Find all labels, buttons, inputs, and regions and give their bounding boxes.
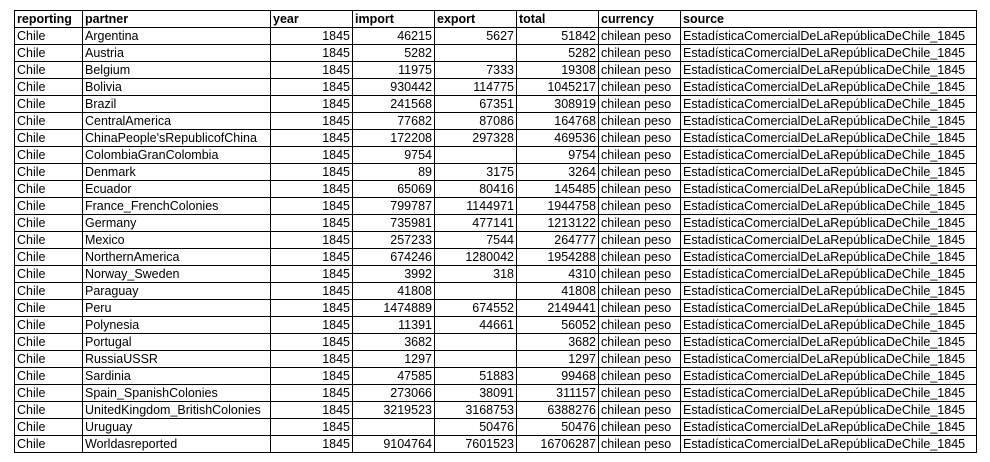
cell-currency[interactable]: chilean peso [599,436,681,453]
cell-reporting[interactable]: Chile [15,79,83,96]
cell-export[interactable]: 297328 [435,130,517,147]
cell-partner[interactable]: Peru [83,300,271,317]
cell-import[interactable]: 46215 [353,28,435,45]
cell-total[interactable]: 16706287 [517,436,599,453]
cell-partner[interactable]: Brazil [83,96,271,113]
cell-export[interactable]: 114775 [435,79,517,96]
cell-total[interactable]: 51842 [517,28,599,45]
cell-year[interactable]: 1845 [271,419,353,436]
cell-source[interactable]: EstadísticaComercialDeLaRepúblicaDeChile_1845 [681,96,977,113]
cell-reporting[interactable]: Chile [15,96,83,113]
cell-export[interactable]: 44661 [435,317,517,334]
cell-partner[interactable]: Sardinia [83,368,271,385]
cell-total[interactable]: 1297 [517,351,599,368]
cell-partner[interactable]: UnitedKingdom_BritishColonies [83,402,271,419]
cell-currency[interactable]: chilean peso [599,249,681,266]
cell-import[interactable]: 241568 [353,96,435,113]
cell-partner[interactable]: Portugal [83,334,271,351]
cell-reporting[interactable]: Chile [15,266,83,283]
table-row [15,198,977,215]
cell-source[interactable]: EstadísticaComercialDeLaRepúblicaDeChile_1845 [681,62,977,79]
cell-reporting[interactable]: Chile [15,45,83,62]
cell-import[interactable]: 930442 [353,79,435,96]
cell-total[interactable]: 308919 [517,96,599,113]
cell-total[interactable]: 41808 [517,283,599,300]
cell-partner[interactable]: France_FrenchColonies [83,198,271,215]
cell-reporting[interactable]: Chile [15,351,83,368]
cell-total[interactable]: 164768 [517,113,599,130]
table-row [15,130,977,147]
cell-year[interactable]: 1845 [271,215,353,232]
cell-currency[interactable]: chilean peso [599,198,681,215]
table-row [15,266,977,283]
table-body [15,28,977,453]
cell-export[interactable]: 477141 [435,215,517,232]
cell-currency[interactable]: chilean peso [599,215,681,232]
cell-currency[interactable]: chilean peso [599,28,681,45]
cell-year[interactable]: 1845 [271,130,353,147]
table-row [15,28,977,45]
cell-source[interactable]: EstadísticaComercialDeLaRepúblicaDeChile_1845 [681,249,977,266]
cell-year[interactable]: 1845 [271,266,353,283]
cell-partner[interactable]: Polynesia [83,317,271,334]
cell-import[interactable]: 1297 [353,351,435,368]
table-row [15,351,977,368]
header-cell-year[interactable]: year [271,11,353,28]
cell-export[interactable] [435,351,517,368]
cell-partner[interactable]: Spain_SpanishColonies [83,385,271,402]
table-row [15,45,977,62]
cell-export[interactable] [435,283,517,300]
cell-partner[interactable]: Mexico [83,232,271,249]
cell-currency[interactable]: chilean peso [599,96,681,113]
cell-year[interactable]: 1845 [271,436,353,453]
cell-source[interactable]: EstadísticaComercialDeLaRepúblicaDeChile_1845 [681,283,977,300]
cell-source[interactable]: EstadísticaComercialDeLaRepúblicaDeChile_1845 [681,334,977,351]
cell-source[interactable]: EstadísticaComercialDeLaRepúblicaDeChile_1845 [681,300,977,317]
cell-import[interactable]: 3219523 [353,402,435,419]
table-row [15,402,977,419]
cell-reporting[interactable]: Chile [15,62,83,79]
cell-year[interactable]: 1845 [271,147,353,164]
cell-import[interactable]: 273066 [353,385,435,402]
cell-year[interactable]: 1845 [271,402,353,419]
cell-import[interactable]: 735981 [353,215,435,232]
table-row [15,62,977,79]
cell-total[interactable]: 3264 [517,164,599,181]
cell-year[interactable]: 1845 [271,28,353,45]
cell-currency[interactable]: chilean peso [599,334,681,351]
cell-total[interactable]: 56052 [517,317,599,334]
cell-import[interactable]: 77682 [353,113,435,130]
table-row [15,419,977,436]
cell-partner[interactable]: Denmark [83,164,271,181]
trade-table [14,10,977,453]
table-row [15,164,977,181]
cell-currency[interactable]: chilean peso [599,300,681,317]
cell-source[interactable]: EstadísticaComercialDeLaRepúblicaDeChile_1845 [681,368,977,385]
cell-import[interactable]: 11975 [353,62,435,79]
cell-source[interactable]: EstadísticaComercialDeLaRepúblicaDeChile_1845 [681,113,977,130]
cell-export[interactable]: 7544 [435,232,517,249]
cell-total[interactable]: 1213122 [517,215,599,232]
cell-source[interactable]: EstadísticaComercialDeLaRepúblicaDeChile_1845 [681,351,977,368]
cell-year[interactable]: 1845 [271,300,353,317]
cell-partner[interactable]: RussiaUSSR [83,351,271,368]
header-cell-total[interactable]: total [517,11,599,28]
cell-source[interactable]: EstadísticaComercialDeLaRepúblicaDeChile_1845 [681,198,977,215]
cell-reporting[interactable]: Chile [15,300,83,317]
cell-total[interactable]: 5282 [517,45,599,62]
table-row [15,232,977,249]
table-row [15,181,977,198]
cell-year[interactable]: 1845 [271,334,353,351]
cell-currency[interactable]: chilean peso [599,351,681,368]
cell-currency[interactable]: chilean peso [599,147,681,164]
table-row [15,436,977,453]
cell-reporting[interactable]: Chile [15,368,83,385]
cell-import[interactable]: 172208 [353,130,435,147]
header-cell-reporting[interactable]: reporting [15,11,83,28]
cell-partner[interactable]: ChinaPeople'sRepublicofChina [83,130,271,147]
cell-total[interactable]: 264777 [517,232,599,249]
cell-export[interactable]: 1280042 [435,249,517,266]
cell-currency[interactable]: chilean peso [599,283,681,300]
table-row [15,147,977,164]
cell-partner[interactable]: CentralAmerica [83,113,271,130]
cell-total[interactable]: 6388276 [517,402,599,419]
cell-import[interactable]: 41808 [353,283,435,300]
table-row [15,385,977,402]
cell-reporting[interactable]: Chile [15,402,83,419]
cell-source[interactable]: EstadísticaComercialDeLaRepúblicaDeChile_1845 [681,130,977,147]
table-row [15,334,977,351]
cell-export[interactable]: 67351 [435,96,517,113]
cell-reporting[interactable]: Chile [15,28,83,45]
cell-total[interactable]: 145485 [517,181,599,198]
cell-import[interactable]: 47585 [353,368,435,385]
cell-year[interactable]: 1845 [271,232,353,249]
cell-export[interactable]: 80416 [435,181,517,198]
table-row [15,283,977,300]
cell-reporting[interactable]: Chile [15,419,83,436]
cell-currency[interactable]: chilean peso [599,181,681,198]
cell-reporting[interactable]: Chile [15,317,83,334]
cell-total[interactable]: 1954288 [517,249,599,266]
cell-currency[interactable]: chilean peso [599,266,681,283]
cell-export[interactable]: 51883 [435,368,517,385]
cell-import[interactable]: 5282 [353,45,435,62]
cell-reporting[interactable]: Chile [15,232,83,249]
cell-currency[interactable]: chilean peso [599,45,681,62]
cell-import[interactable]: 11391 [353,317,435,334]
cell-source[interactable]: EstadísticaComercialDeLaRepúblicaDeChile_1845 [681,28,977,45]
cell-export[interactable]: 318 [435,266,517,283]
cell-export[interactable] [435,334,517,351]
cell-partner[interactable]: Paraguay [83,283,271,300]
cell-export[interactable] [435,45,517,62]
cell-partner[interactable]: Belgium [83,62,271,79]
cell-year[interactable]: 1845 [271,96,353,113]
header-cell-currency[interactable]: currency [599,11,681,28]
cell-source[interactable]: EstadísticaComercialDeLaRepúblicaDeChile_1845 [681,232,977,249]
cell-currency[interactable]: chilean peso [599,164,681,181]
cell-import[interactable]: 1474889 [353,300,435,317]
cell-reporting[interactable]: Chile [15,283,83,300]
cell-export[interactable]: 5627 [435,28,517,45]
table-row [15,368,977,385]
cell-import[interactable]: 799787 [353,198,435,215]
cell-year[interactable]: 1845 [271,164,353,181]
cell-currency[interactable]: chilean peso [599,113,681,130]
cell-export[interactable]: 3168753 [435,402,517,419]
cell-source[interactable]: EstadísticaComercialDeLaRepúblicaDeChile_1845 [681,164,977,181]
header-cell-source[interactable]: source [681,11,977,28]
cell-total[interactable]: 2149441 [517,300,599,317]
cell-partner[interactable]: Bolivia [83,79,271,96]
cell-total[interactable]: 9754 [517,147,599,164]
cell-import[interactable]: 3682 [353,334,435,351]
cell-partner[interactable]: NorthernAmerica [83,249,271,266]
cell-import[interactable]: 65069 [353,181,435,198]
cell-reporting[interactable]: Chile [15,436,83,453]
table-row [15,215,977,232]
cell-import[interactable]: 89 [353,164,435,181]
cell-source[interactable]: EstadísticaComercialDeLaRepúblicaDeChile_1845 [681,147,977,164]
cell-year[interactable]: 1845 [271,385,353,402]
cell-currency[interactable]: chilean peso [599,402,681,419]
cell-currency[interactable]: chilean peso [599,385,681,402]
table-row [15,96,977,113]
cell-currency[interactable]: chilean peso [599,232,681,249]
cell-year[interactable]: 1845 [271,368,353,385]
cell-partner[interactable]: Austria [83,45,271,62]
cell-reporting[interactable]: Chile [15,249,83,266]
cell-source[interactable]: EstadísticaComercialDeLaRepúblicaDeChile_1845 [681,181,977,198]
cell-total[interactable]: 99468 [517,368,599,385]
cell-total[interactable]: 1944758 [517,198,599,215]
cell-import[interactable]: 674246 [353,249,435,266]
cell-import[interactable]: 3992 [353,266,435,283]
cell-reporting[interactable]: Chile [15,130,83,147]
header-cell-export[interactable]: export [435,11,517,28]
cell-partner[interactable]: Germany [83,215,271,232]
cell-export[interactable]: 3175 [435,164,517,181]
cell-partner[interactable]: Argentina [83,28,271,45]
cell-reporting[interactable]: Chile [15,215,83,232]
table-row [15,249,977,266]
cell-currency[interactable]: chilean peso [599,79,681,96]
cell-total[interactable]: 19308 [517,62,599,79]
cell-export[interactable]: 1144971 [435,198,517,215]
cell-export[interactable]: 38091 [435,385,517,402]
cell-year[interactable]: 1845 [271,351,353,368]
cell-reporting[interactable]: Chile [15,164,83,181]
table-row [15,317,977,334]
cell-reporting[interactable]: Chile [15,113,83,130]
cell-partner[interactable]: Norway_Sweden [83,266,271,283]
cell-currency[interactable]: chilean peso [599,419,681,436]
cell-source[interactable]: EstadísticaComercialDeLaRepúblicaDeChile_1845 [681,436,977,453]
cell-year[interactable]: 1845 [271,317,353,334]
cell-year[interactable]: 1845 [271,62,353,79]
header-row [15,11,977,28]
cell-export[interactable]: 7601523 [435,436,517,453]
cell-reporting[interactable]: Chile [15,334,83,351]
cell-year[interactable]: 1845 [271,198,353,215]
cell-total[interactable]: 4310 [517,266,599,283]
cell-partner[interactable]: Worldasreported [83,436,271,453]
cell-partner[interactable]: ColombiaGranColombia [83,147,271,164]
cell-partner[interactable]: Uruguay [83,419,271,436]
cell-export[interactable]: 7333 [435,62,517,79]
header-cell-partner[interactable]: partner [83,11,271,28]
cell-total[interactable]: 1045217 [517,79,599,96]
cell-reporting[interactable]: Chile [15,385,83,402]
cell-source[interactable]: EstadísticaComercialDeLaRepúblicaDeChile_1845 [681,79,977,96]
cell-currency[interactable]: chilean peso [599,130,681,147]
cell-export[interactable]: 87086 [435,113,517,130]
cell-export[interactable]: 674552 [435,300,517,317]
cell-source[interactable]: EstadísticaComercialDeLaRepúblicaDeChile_1845 [681,419,977,436]
cell-year[interactable]: 1845 [271,79,353,96]
cell-source[interactable]: EstadísticaComercialDeLaRepúblicaDeChile_1845 [681,45,977,62]
cell-source[interactable]: EstadísticaComercialDeLaRepúblicaDeChile_1845 [681,317,977,334]
cell-reporting[interactable]: Chile [15,181,83,198]
cell-total[interactable]: 3682 [517,334,599,351]
cell-year[interactable]: 1845 [271,249,353,266]
cell-total[interactable]: 469536 [517,130,599,147]
table-row [15,79,977,96]
cell-import[interactable]: 9754 [353,147,435,164]
table-row [15,300,977,317]
cell-source[interactable]: EstadísticaComercialDeLaRepúblicaDeChile_1845 [681,402,977,419]
cell-import[interactable] [353,419,435,436]
cell-source[interactable]: EstadísticaComercialDeLaRepúblicaDeChile_1845 [681,385,977,402]
cell-export[interactable]: 50476 [435,419,517,436]
cell-total[interactable]: 311157 [517,385,599,402]
cell-import[interactable]: 9104764 [353,436,435,453]
cell-source[interactable]: EstadísticaComercialDeLaRepúblicaDeChile_1845 [681,266,977,283]
cell-year[interactable]: 1845 [271,283,353,300]
cell-source[interactable]: EstadísticaComercialDeLaRepúblicaDeChile_1845 [681,215,977,232]
cell-partner[interactable]: Ecuador [83,181,271,198]
cell-reporting[interactable]: Chile [15,147,83,164]
cell-year[interactable]: 1845 [271,45,353,62]
cell-currency[interactable]: chilean peso [599,368,681,385]
header-cell-import[interactable]: import [353,11,435,28]
cell-export[interactable] [435,147,517,164]
spreadsheet [14,10,977,453]
cell-total[interactable]: 50476 [517,419,599,436]
cell-currency[interactable]: chilean peso [599,317,681,334]
cell-year[interactable]: 1845 [271,113,353,130]
cell-reporting[interactable]: Chile [15,198,83,215]
cell-import[interactable]: 257233 [353,232,435,249]
table-row [15,113,977,130]
cell-year[interactable]: 1845 [271,181,353,198]
cell-currency[interactable]: chilean peso [599,62,681,79]
